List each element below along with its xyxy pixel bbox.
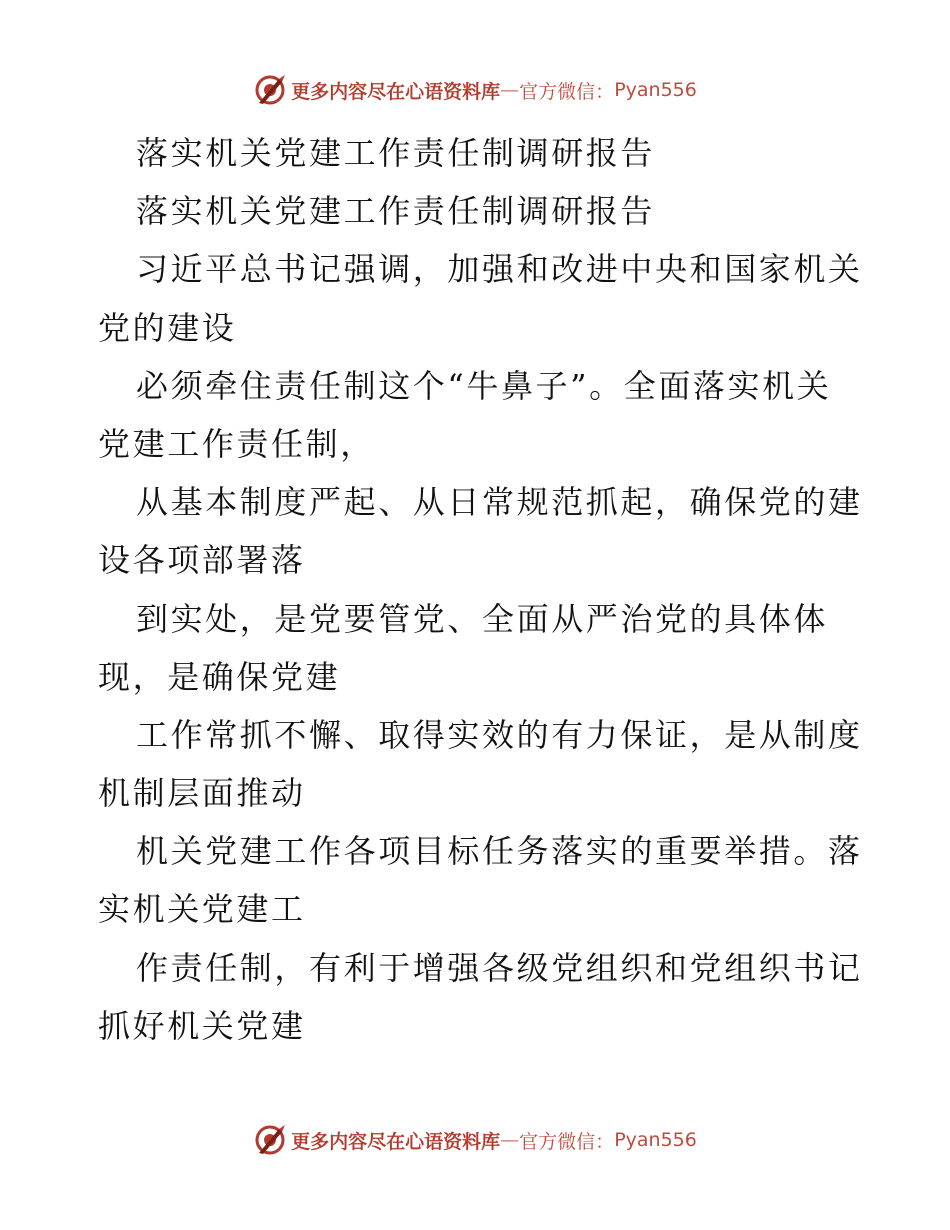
quill-pen-logo-icon <box>253 1123 287 1157</box>
paragraph-line: 机制层面推动 <box>98 774 306 813</box>
watermark-dash: — <box>500 1129 520 1151</box>
footer-watermark <box>0 1122 950 1158</box>
quill-pen-logo-icon <box>253 73 287 107</box>
header-watermark <box>0 72 950 108</box>
paragraph-line: 工作常抓不懈、取得实效的有力保证，是从制度 <box>136 715 863 754</box>
watermark-main-text: 更多内容尽在心语资料库 <box>291 1130 501 1153</box>
document-title: 落实机关党建工作责任制调研报告 <box>136 134 656 172</box>
watermark-dash: — <box>500 79 520 101</box>
paragraph-line: 到实处，是党要管党、全面从严治党的具体体 <box>136 599 829 638</box>
paragraph-line: 现，是确保党建 <box>98 657 341 696</box>
paragraph-line: 机关党建工作各项目标任务落实的重要举措。落 <box>136 832 863 871</box>
paragraph-line: 作责任制，有利于增强各级党组织和党组织书记 <box>136 948 863 987</box>
watermark-wechat-id: Pyan556 <box>614 79 697 101</box>
paragraph-line: 必须牵住责任制这个“牛鼻子”。全面落实机关 <box>136 366 832 405</box>
paragraph-line: 党建工作责任制， <box>98 424 375 463</box>
paragraph-line: 设各项部署落 <box>98 541 306 580</box>
paragraph-line: 从基本制度严起、从日常规范抓起，确保党的建 <box>136 483 863 522</box>
paragraph-line: 党的建设 <box>98 308 237 347</box>
paragraph-line: 习近平总书记强调，加强和改进中央和国家机关 <box>136 250 863 289</box>
watermark-wechat-id: Pyan556 <box>614 1129 697 1151</box>
document-subtitle: 落实机关党建工作责任制调研报告 <box>136 192 656 231</box>
watermark-wechat-label: 官方微信： <box>519 1130 615 1153</box>
paragraph-line: 实机关党建工 <box>98 890 306 929</box>
document-body <box>98 124 863 1055</box>
paragraph-line: 抓好机关党建 <box>98 1006 306 1045</box>
watermark-main-text: 更多内容尽在心语资料库 <box>291 80 501 103</box>
watermark-wechat-label: 官方微信： <box>519 80 615 103</box>
